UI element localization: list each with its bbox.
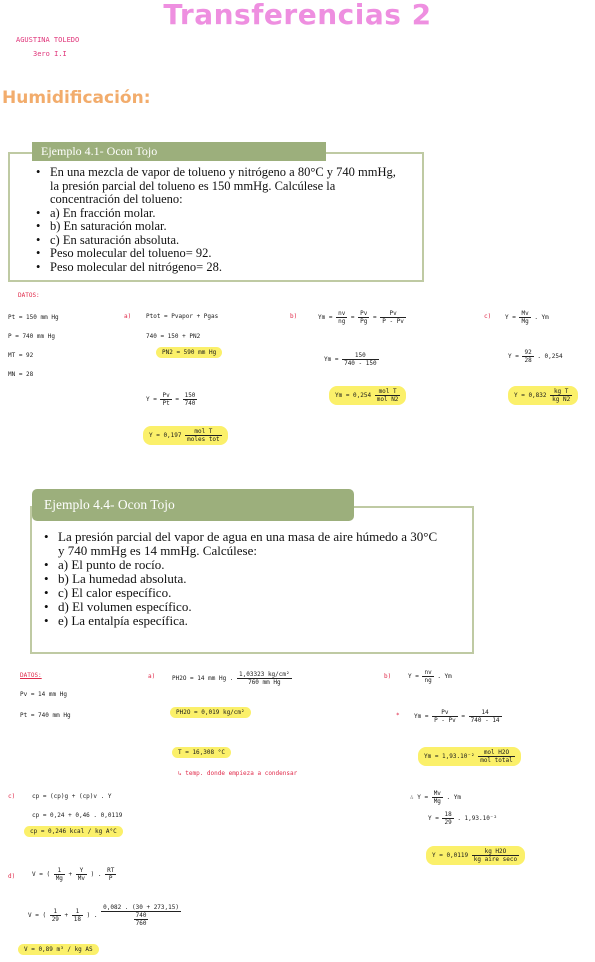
denominator: mol N2 — [376, 396, 399, 403]
denominator: 28 — [524, 357, 532, 364]
part-label: a) — [148, 673, 156, 680]
example-2-list — [36, 530, 443, 628]
section-title: Humidificación: — [2, 88, 151, 108]
numerator: Mv — [521, 310, 529, 317]
equation: 740 = 150 + PN2 — [146, 333, 201, 340]
numerator: Pv — [162, 392, 170, 399]
denominator: ng — [338, 318, 346, 325]
equation-text: Y = — [408, 673, 419, 680]
example-2-box — [30, 506, 474, 654]
list-item: • b) La humedad absoluta. — [58, 572, 443, 586]
star-marker: * — [396, 712, 400, 719]
equation — [414, 709, 502, 724]
equation-text: Y = — [428, 815, 439, 822]
equation: Ym = $\frac{nv}{ng}$ = $\frac{Pv}{Pg}$ = $\frac{Pv}{P - Pv}$ — [318, 310, 404, 325]
equation-text: = — [461, 713, 466, 720]
numerator: Y — [76, 867, 87, 875]
part-label: b) — [384, 673, 392, 680]
result-highlight — [329, 386, 406, 405]
part-label: b) — [290, 313, 298, 320]
part-label: a) — [124, 313, 132, 320]
equation-text: . Ym — [534, 314, 549, 321]
numerator: mol H2O — [478, 749, 515, 757]
result-highlight: cp = 0,246 kcal / kg A°C — [24, 826, 123, 837]
equation-text: Y = 0,832 — [514, 392, 547, 399]
denominator: moles tot — [187, 436, 220, 443]
numerator: 150 — [342, 352, 379, 360]
equation-text: . Ym — [437, 673, 452, 680]
datos-item: MT = 92 — [8, 352, 34, 359]
denominator: Pt — [162, 400, 170, 407]
numerator: 1 — [50, 908, 61, 916]
equation — [32, 867, 116, 882]
equation — [410, 790, 461, 805]
equation — [172, 671, 292, 686]
result-highlight: PN2 = 590 mm Hg — [156, 347, 222, 358]
denominator — [101, 912, 181, 927]
equation-text: Ym = — [414, 713, 429, 720]
list-item: • c) En saturación absoluta. — [50, 234, 405, 248]
equation-text: V = ( — [32, 871, 51, 878]
result-highlight: T = 16,308 °C — [172, 747, 231, 758]
datos-label: DATOS: — [20, 672, 42, 679]
result-highlight — [418, 747, 521, 766]
denominator: Pg — [360, 318, 368, 325]
datos-item: Pt = 150 mm Hg — [8, 314, 59, 321]
result-highlight: V = 0,89 m³ / kg AS — [18, 944, 99, 955]
denominator: mol total — [480, 757, 513, 764]
datos-item: P = 740 mm Hg — [8, 333, 55, 340]
list-item: • a) El punto de rocío. — [58, 558, 443, 572]
list-item: • En una mezcla de vapor de tolueno y nitrógeno a 80°C y 740 mmHg, la presión parcial del tolueno es 150 mmHg. Calcúlese la concentración del tolueno: — [50, 166, 405, 207]
denominator: Mg — [521, 318, 529, 325]
numerator: 740 — [135, 912, 147, 919]
part-label: c) — [8, 793, 16, 800]
denominator: Mv — [77, 875, 86, 882]
list-item: • La presión parcial del vapor de agua en una masa de aire húmedo a 30°C y 740 mmHg es 14 mmHg. Calcúlese: — [58, 530, 443, 558]
example-1-list — [28, 166, 405, 274]
example-1-box — [8, 152, 424, 282]
numerator: Pv — [432, 709, 458, 717]
numerator: nv — [424, 669, 432, 676]
result-highlight — [426, 846, 525, 865]
example-2-tab: Ejemplo 4.4- Ocon Tojo — [32, 489, 354, 521]
denominator: ng — [424, 677, 432, 684]
denominator: 18 — [73, 916, 82, 923]
numerator: 150 — [184, 392, 196, 399]
equation-text: Ym = 1,93.10⁻² — [424, 753, 475, 760]
numerator: 1 — [72, 908, 83, 916]
equation — [146, 392, 197, 407]
equation — [428, 811, 497, 826]
list-item: • c) El calor específico. — [58, 586, 443, 600]
denominator: 740 — [184, 400, 196, 407]
equation-text: Ym = 0,254 — [335, 392, 372, 399]
equation-text: . 0,254 — [537, 353, 563, 360]
equation — [324, 352, 379, 367]
result-highlight: PH2O = 0,019 kg/cm² — [170, 707, 251, 718]
list-item: • Peso molecular del tolueno= 92. — [50, 247, 405, 261]
part-label: d) — [8, 873, 16, 880]
equation-text: Y = — [505, 314, 516, 321]
equation-text: Ym = — [318, 314, 333, 321]
annotation-note: ↳ temp. donde empieza a condensar — [178, 770, 298, 777]
equation — [408, 669, 452, 684]
equation-text: ) . — [90, 871, 102, 878]
denominator: 29 — [51, 916, 59, 923]
equation-text: = — [175, 396, 179, 403]
page-title: Transferencias 2 — [163, 0, 432, 31]
numerator: 1,03323 kg/cm² — [239, 671, 290, 678]
example-1-tab: Ejemplo 4.1- Ocon Tojo — [32, 142, 326, 161]
list-item: • a) En fracción molar. — [50, 207, 405, 221]
numerator: kg H2O — [472, 848, 519, 856]
numerator: Pv — [380, 310, 406, 318]
denominator: 29 — [444, 819, 452, 826]
denominator: kg aire seco — [473, 856, 518, 863]
numerator: mol T — [375, 388, 401, 396]
datos-item: MN = 28 — [8, 371, 34, 378]
numerator: Mv — [433, 790, 441, 797]
datos-item: Pv = 14 mm Hg — [20, 691, 67, 698]
denominator: P — [108, 875, 113, 882]
equation-text: Y = 0,197 — [149, 432, 182, 439]
datos-item: Pt = 740 mm Hg — [20, 712, 71, 719]
numerator: Pv — [360, 310, 368, 317]
list-item: • Peso molecular del nitrógeno= 28. — [50, 261, 405, 275]
numerator: kg T — [550, 388, 572, 396]
equation — [508, 349, 563, 364]
list-item: • e) La entalpía específica. — [58, 614, 443, 628]
equation-text: Ym = — [324, 356, 339, 363]
equation-text: ∴ Y = — [410, 794, 429, 801]
equation-text: PH2O = 14 mm Hg . — [172, 675, 234, 682]
denominator: kg N2 — [552, 396, 571, 403]
denominator: Mg — [55, 875, 63, 882]
equation-text: Y = — [146, 396, 157, 403]
denominator: 740 - 14 — [470, 717, 500, 724]
equation: cp = (cp)g + (cp)v . Y — [32, 793, 112, 800]
equation: Ptot = Pvapor + Pgas — [146, 313, 219, 320]
author-course: 3ero I.I — [33, 50, 67, 58]
list-item: • d) El volumen específico. — [58, 600, 443, 614]
result-highlight — [508, 386, 578, 405]
denominator: 760 mm Hg — [248, 679, 281, 686]
annotation-text: temp. donde empieza a condensar — [185, 770, 298, 777]
equation — [505, 310, 549, 325]
equation-text: ) . — [86, 912, 98, 919]
numerator: nv — [338, 310, 346, 317]
result-highlight — [143, 426, 228, 445]
equation-text: Y = — [508, 353, 519, 360]
author-name: AGUSTINA TOLEDO — [16, 36, 80, 44]
denominator: Mg — [433, 798, 441, 805]
equation — [28, 904, 181, 927]
datos-label: DATOS: — [18, 292, 40, 299]
equation-text: . Ym — [446, 794, 461, 801]
numerator: 14 — [469, 709, 502, 717]
equation-text: + — [68, 871, 73, 878]
denominator: P - Pv — [382, 318, 404, 325]
equation-text: + — [64, 912, 69, 919]
equation: cp = 0,24 + 0,46 . 0,0119 — [32, 812, 123, 819]
denominator: P - Pv — [434, 717, 456, 724]
list-item: • b) En saturación molar. — [50, 220, 405, 234]
numerator: 0,082 . (30 + 273,15) — [103, 904, 179, 911]
equation-text: V = ( — [28, 912, 47, 919]
equation-text: Y = 0,0119 — [432, 852, 469, 859]
denominator: 740 - 150 — [344, 360, 377, 367]
part-label: c) — [484, 313, 492, 320]
denominator: 760 — [135, 920, 147, 927]
numerator: mol T — [185, 428, 222, 436]
numerator: 1 — [54, 867, 65, 875]
equation-text: . 1,93.10⁻² — [457, 815, 498, 822]
numerator: 92 — [524, 349, 532, 356]
numerator: RT — [107, 867, 115, 874]
numerator: 18 — [444, 811, 452, 818]
